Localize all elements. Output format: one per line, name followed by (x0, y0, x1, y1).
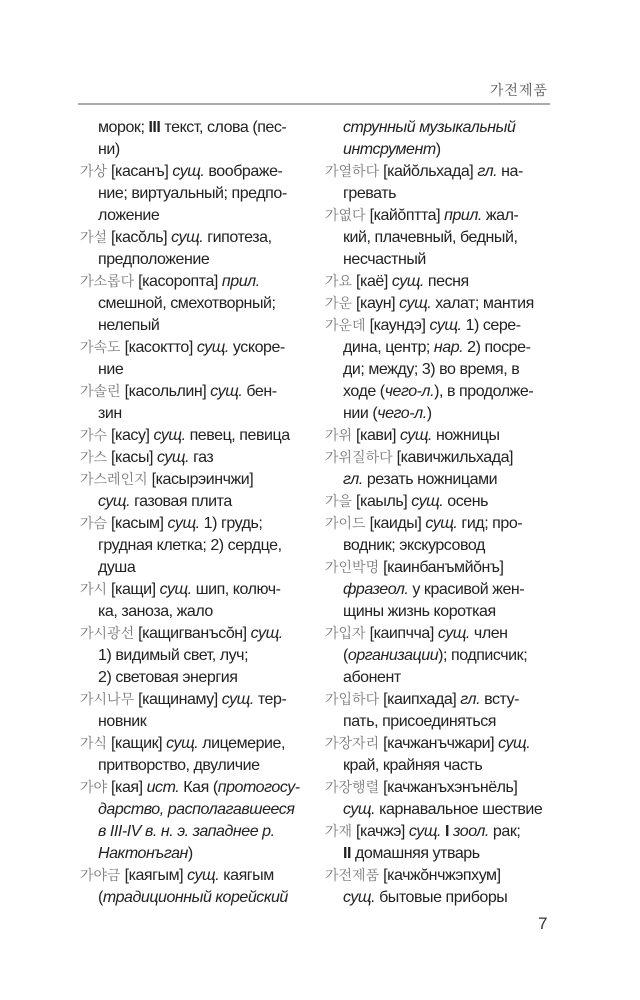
korean-headword: 가속도 (80, 340, 121, 356)
italic-label: гл. (343, 471, 363, 488)
entry-line (80, 447, 312, 469)
entry-continuation-line (80, 799, 312, 821)
text: шип, колюч- (191, 581, 281, 598)
entry-line (325, 513, 557, 535)
italic-label: в III-IV в. н. э. западнее р. (98, 823, 275, 840)
korean-headword: 가설 (80, 230, 108, 246)
italic-label: нар. (433, 339, 464, 356)
entry-line (80, 689, 312, 711)
text: [касанъ] (107, 163, 173, 180)
korean-headword: 가시광선 (80, 626, 135, 642)
entry-continuation-line (325, 381, 557, 403)
text: 1) видимый свет, луч; (98, 647, 249, 664)
korean-headword: 가야금 (80, 868, 121, 884)
text: тер- (253, 691, 287, 708)
entry-continuation-line (325, 183, 557, 205)
text: ножницы (432, 427, 500, 444)
entry-continuation-line (325, 359, 557, 381)
entry-continuation-line (80, 403, 312, 425)
text: [качжанъчжари] (379, 735, 499, 752)
korean-headword: 가위 (325, 428, 353, 444)
text: рак; (488, 823, 521, 840)
entry-line (80, 513, 312, 535)
korean-headword: 가요 (325, 274, 353, 290)
korean-headword: 가슴 (80, 516, 108, 532)
text: [касольлин] (120, 383, 211, 400)
text: гревать (343, 185, 397, 202)
text: ускоре- (228, 339, 285, 356)
text: халат; мантия (431, 295, 534, 312)
entry-continuation-line (80, 711, 312, 733)
italic-label: ист. (146, 779, 180, 796)
text: [каягым] (120, 867, 188, 884)
text: [кави] (352, 427, 400, 444)
korean-headword: 가시나무 (80, 692, 135, 708)
entry-continuation-line (80, 601, 312, 623)
entry-line (325, 821, 557, 843)
text: ( (343, 647, 348, 664)
italic-label: сущ. (399, 295, 432, 312)
italic-label: сущ. (171, 229, 204, 246)
italic-label: сущ. (167, 515, 200, 532)
italic-label: сущ. (157, 449, 190, 466)
text: воображе- (204, 163, 283, 180)
entry-continuation-line (80, 315, 312, 337)
entry-line (80, 865, 312, 887)
text: [каундэ] (365, 317, 430, 334)
text: ) (435, 141, 441, 158)
text: пать, присоединяться (343, 713, 496, 730)
entry-line (80, 579, 312, 601)
entry-line (325, 557, 557, 579)
entry-line (325, 293, 557, 315)
entry-continuation-line (80, 117, 312, 139)
text: грудная клетка; 2) сердце, (98, 537, 282, 554)
text: смешной, смехотворный; (98, 295, 276, 312)
entry-continuation-line (80, 249, 312, 271)
entry-continuation-line (325, 579, 557, 601)
italic-label: сущ. (391, 273, 424, 290)
text: [каипхада] (379, 691, 461, 708)
korean-headword: 가재 (325, 824, 353, 840)
text: [касоропта] (134, 273, 222, 290)
italic-label: сущ. (166, 735, 199, 752)
italic-label: дарство, располагавшееся (98, 801, 295, 818)
korean-headword: 가장행렬 (325, 780, 380, 796)
italic-label: сущ. (172, 163, 205, 180)
text: [каипчча] (365, 625, 438, 642)
text: [каиды] (365, 515, 426, 532)
entry-continuation-line (325, 117, 557, 139)
text: [качжŏнчжэпхум] (379, 867, 501, 884)
text: притворство, двуличие (98, 757, 260, 774)
text: домашняя утварь (351, 845, 480, 862)
entry-continuation-line (80, 293, 312, 315)
text: гид; про- (457, 515, 523, 532)
text: [кайŏльхада] (379, 163, 478, 180)
korean-headword: 가스레인지 (80, 472, 148, 488)
entry-line (325, 315, 557, 337)
text: абонент (343, 669, 401, 686)
italic-label: сущ. (429, 317, 462, 334)
text: [касырэинчжи] (147, 471, 254, 488)
korean-headword: 가을 (325, 494, 353, 510)
italic-label: фразеол. (343, 581, 409, 598)
text: [касŏль] (107, 229, 172, 246)
italic-label: сущ. (210, 383, 243, 400)
entry-line (80, 469, 312, 491)
entry-continuation-line (325, 755, 557, 777)
italic-label: организации (347, 647, 439, 664)
korean-headword: 가위질하다 (325, 450, 393, 466)
text: [касым] (107, 515, 168, 532)
entry-line (325, 689, 557, 711)
text: [кащинаму] (134, 691, 222, 708)
korean-headword: 가스 (80, 450, 108, 466)
entry-continuation-line (80, 887, 312, 909)
dictionary-column-left (80, 117, 312, 909)
text: осень (443, 493, 489, 510)
entry-continuation-line (80, 491, 312, 513)
entry-continuation-line (325, 139, 557, 161)
bold-numeral: II (343, 845, 351, 862)
text: ) (187, 845, 193, 862)
entry-continuation-line (325, 535, 557, 557)
text: 2) световая энергия (98, 669, 238, 686)
text: [кащик] (107, 735, 167, 752)
text: дина, центр; (343, 339, 434, 356)
entry-line (325, 425, 557, 447)
text: зин (98, 405, 122, 422)
text: текст, слова (пес- (160, 119, 287, 136)
entry-line (80, 623, 312, 645)
text: ние; виртуальный; предпо- (98, 185, 287, 202)
italic-label: чего-л. (384, 383, 435, 400)
italic-label: сущ. (411, 493, 444, 510)
italic-label: сущ. (425, 515, 458, 532)
italic-label: сущ. (250, 625, 283, 642)
text: [каун] (352, 295, 400, 312)
text: ни) (98, 141, 120, 158)
text: [кащи] (107, 581, 160, 598)
entry-continuation-line (80, 535, 312, 557)
korean-headword: 가장자리 (325, 736, 380, 752)
text: ); подписчик; (438, 647, 528, 664)
italic-label: зоол. (453, 823, 489, 840)
text: ) (426, 405, 432, 422)
entry-continuation-line (80, 667, 312, 689)
entry-continuation-line (80, 359, 312, 381)
text: [кайŏптта] (365, 207, 445, 224)
text: у красивой жен- (408, 581, 525, 598)
entry-continuation-line (325, 887, 557, 909)
text: 1) грудь; (199, 515, 263, 532)
korean-headword: 가엾다 (325, 208, 366, 224)
italic-label: чего-л. (377, 405, 427, 422)
entry-continuation-line (325, 249, 557, 271)
text: морок; (98, 119, 149, 136)
korean-headword: 가열하다 (325, 164, 380, 180)
text: 1) сере- (461, 317, 521, 334)
entry-line (80, 425, 312, 447)
entry-continuation-line (325, 843, 557, 865)
italic-label: сущ. (159, 581, 192, 598)
entry-line (325, 271, 557, 293)
italic-label: сущ. (343, 889, 376, 906)
text: 2) посре- (463, 339, 531, 356)
text: [кавичжильхада] (392, 449, 514, 466)
text: [каыль] (352, 493, 412, 510)
entry-continuation-line (325, 601, 557, 623)
text: певец, певица (185, 427, 290, 444)
text: несчастный (343, 251, 426, 268)
entry-continuation-line (80, 821, 312, 843)
header-rule (78, 103, 550, 105)
text: бытовые приборы (375, 889, 508, 906)
entry-line (325, 161, 557, 183)
italic-label: струнный музыкальный (343, 119, 516, 136)
italic-label: прил. (221, 273, 260, 290)
text: [качжэ] (352, 823, 409, 840)
korean-headword: 가수 (80, 428, 108, 444)
entry-continuation-line (80, 139, 312, 161)
korean-headword: 가입자 (325, 626, 366, 642)
text: песня (423, 273, 469, 290)
text: [кащигванъсŏн] (134, 625, 251, 642)
bold-numeral: III (148, 119, 161, 136)
korean-headword: 가운 (325, 296, 353, 312)
entry-continuation-line (80, 843, 312, 865)
text: [каё] (352, 273, 392, 290)
korean-headword: 가시 (80, 582, 108, 598)
text: ди; между; 3) во время, в (343, 361, 520, 378)
text: [касоктто] (120, 339, 197, 356)
italic-label: сущ. (153, 427, 186, 444)
text: ), в продолже- (434, 383, 534, 400)
italic-label: традиционный корейский (102, 889, 288, 906)
text: ходе ( (343, 383, 385, 400)
italic-label: сущ. (408, 823, 441, 840)
text: резать ножницами (362, 471, 498, 488)
text: [кая] (107, 779, 147, 796)
text: член (469, 625, 508, 642)
italic-label: сущ. (98, 493, 131, 510)
entry-line (325, 733, 557, 755)
bold-numeral: I (445, 823, 449, 840)
italic-label: сущ. (187, 867, 220, 884)
italic-label: гл. (477, 163, 498, 180)
italic-label: сущ. (399, 427, 433, 444)
entry-line (80, 777, 312, 799)
text: нии ( (343, 405, 378, 422)
entry-continuation-line (325, 469, 557, 491)
entry-continuation-line (325, 645, 557, 667)
text: жал- (481, 207, 519, 224)
text: газ (189, 449, 214, 466)
text: [касу] (107, 427, 154, 444)
text: [каинбанъмйŏнъ] (379, 559, 504, 576)
italic-label: сущ. (437, 625, 470, 642)
korean-headword: 가운데 (325, 318, 366, 334)
text: Кая ( (179, 779, 218, 796)
text: гипотеза, (203, 229, 272, 246)
text: край, крайняя часть (343, 757, 483, 774)
korean-headword: 가소롭다 (80, 274, 135, 290)
entry-line (325, 205, 557, 227)
text: нелепый (98, 317, 160, 334)
entry-continuation-line (325, 337, 557, 359)
text: на- (497, 163, 523, 180)
italic-label: прил. (444, 207, 482, 224)
korean-headword: 가솔린 (80, 384, 121, 400)
korean-headword: 가입하다 (325, 692, 380, 708)
entry-line (325, 777, 557, 799)
text: карнавальное шествие (375, 801, 543, 818)
text: ка, заноза, жало (98, 603, 213, 620)
italic-label: сущ. (221, 691, 254, 708)
korean-headword: 가야 (80, 780, 108, 796)
korean-headword: 가전제품 (325, 868, 380, 884)
entry-line (80, 337, 312, 359)
entry-line (80, 271, 312, 293)
entry-line (325, 623, 557, 645)
entry-line (325, 491, 557, 513)
entry-line (80, 733, 312, 755)
entry-continuation-line (80, 755, 312, 777)
entry-continuation-line (325, 711, 557, 733)
text: щины жизнь короткая (343, 603, 496, 620)
text: кий, плачевный, бедный, (343, 229, 518, 246)
text: каягым (219, 867, 274, 884)
text: предположение (98, 251, 210, 268)
entry-line (80, 381, 312, 403)
italic-label: сущ. (498, 735, 531, 752)
text: всту- (480, 691, 520, 708)
entry-line (80, 161, 312, 183)
korean-headword: 가식 (80, 736, 108, 752)
entry-continuation-line (80, 205, 312, 227)
italic-label: сущ. (196, 339, 229, 356)
entry-continuation-line (325, 403, 557, 425)
text: ние (98, 361, 124, 378)
text: лицемерие, (198, 735, 285, 752)
text: газовая плита (130, 493, 232, 510)
entry-line (80, 227, 312, 249)
page-number: 7 (538, 914, 548, 933)
italic-label: протогосу- (217, 779, 300, 796)
entry-continuation-line (80, 557, 312, 579)
text: [касы] (107, 449, 157, 466)
italic-label: интсрумент (343, 141, 436, 158)
korean-headword: 가이드 (325, 516, 366, 532)
italic-label: гл. (460, 691, 481, 708)
entry-line (325, 447, 557, 469)
text: душа (98, 559, 136, 576)
italic-label: Нактонъган (98, 845, 188, 862)
entry-continuation-line (325, 799, 557, 821)
text: ( (98, 889, 103, 906)
entry-continuation-line (80, 183, 312, 205)
entry-continuation-line (325, 667, 557, 689)
italic-label: сущ. (343, 801, 376, 818)
text: водник; экскурсовод (343, 537, 485, 554)
text: ложение (98, 207, 160, 224)
text: бен- (242, 383, 277, 400)
korean-headword: 가인박명 (325, 560, 380, 576)
entry-continuation-line (325, 227, 557, 249)
korean-headword: 가상 (80, 164, 108, 180)
entry-line (325, 865, 557, 887)
text: новник (98, 713, 147, 730)
text: [качжанъхэнънёль] (379, 779, 518, 796)
running-head: 가전제품 (489, 83, 548, 99)
entry-continuation-line (80, 645, 312, 667)
dictionary-column-right (325, 117, 557, 909)
